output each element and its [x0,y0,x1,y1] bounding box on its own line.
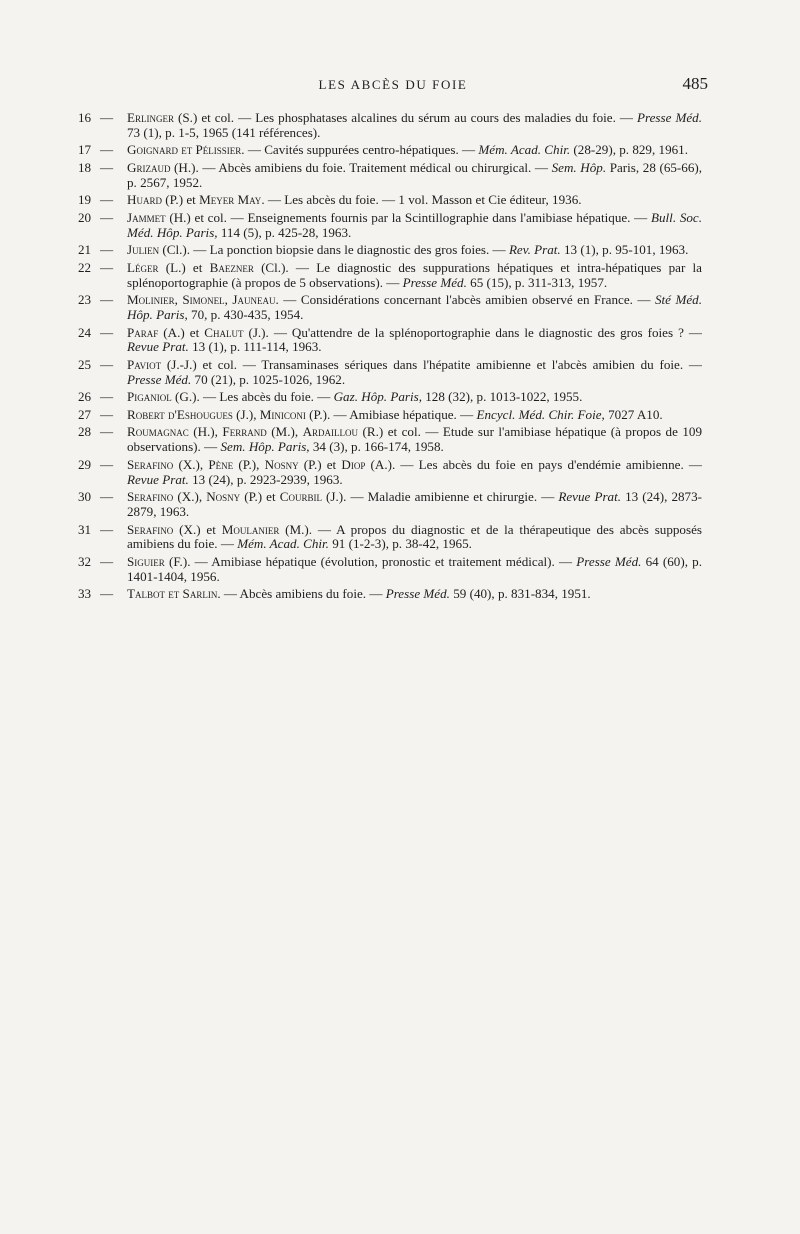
reference-author: Siguier [127,553,165,569]
reference-segment: (A.). — Les abcès du foie en pays d'endémie amibienne. — [365,456,702,472]
reference-segment: 70, p. 430-435, 1954. [187,307,304,323]
reference-segment: (J.). — Maladie amibienne et chirurgie. — [321,489,559,505]
reference-segment: (R.) et col. — Etude sur l'amibiase hépatique (à propos de 109 observations). — [127,424,702,455]
reference-number: 24 [78,324,92,340]
reference-entry [78,111,702,141]
reference-entry [78,390,702,405]
reference-segment: 13 (24), p. 2923-2939, 1963. [188,471,343,487]
reference-number: 21 [78,242,92,258]
reference-text [127,326,702,356]
reference-number: 31 [78,521,92,537]
reference-number: 27 [78,406,92,422]
running-title: LES ABCÈS DU FOIE [318,77,468,92]
reference-dash: — [100,489,114,505]
reference-dash: — [100,389,114,405]
reference-author: Goignard et Pélissier [127,142,242,158]
reference-journal: Bull. Soc. Méd. Hôp. Paris, [127,209,702,240]
reference-journal: Encycl. Méd. Chir. Foie, [476,406,605,422]
reference-dash: — [100,521,114,537]
reference-number: 29 [78,456,92,472]
reference-journal: Mém. Acad. Chir. [237,536,329,552]
reference-journal: Rev. Prat. [508,242,561,258]
reference-number: 23 [78,292,92,308]
reference-author: Nosny [206,489,241,505]
reference-dash: — [100,456,114,472]
reference-segment: (M.). — A propos du diagnostic et de la thérapeutique des abcès supposés amibiens du foie. — [127,521,702,552]
reference-text [127,111,702,141]
reference-segment: (M.), [266,424,303,440]
reference-segment: (F.). — Amibiase hépatique (évolution, pronostic et traitement médical). — [164,553,577,569]
reference-list [78,111,702,605]
reference-segment: (H.). — Abcès amibiens du foie. Traitement médical ou chirurgical. — [170,159,552,175]
reference-journal: Gaz. Hôp. Paris, [333,389,422,405]
reference-dash: — [100,292,114,308]
reference-journal: Presse Méd. [385,586,450,602]
reference-segment: (Cl.). — La ponction biopsie dans le diagnostic des gros foies. — [159,242,509,258]
reference-text [127,143,702,158]
running-head [78,74,708,96]
reference-segment: 128 (32), p. 1013-1022, 1955. [421,389,583,405]
reference-author: Chalut [204,324,244,340]
reference-number: 30 [78,489,92,505]
reference-text [127,358,702,388]
reference-text [127,408,702,423]
reference-dash: — [100,142,114,158]
reference-entry [78,458,702,488]
reference-segment: (P.) et [240,489,280,505]
reference-segment: (P.), [233,456,265,472]
reference-author: Julien [127,242,160,258]
reference-segment: (P.) et [161,192,200,208]
reference-journal: Sté Méd. Hôp. Paris, [127,292,702,323]
reference-author: Courbil [279,489,322,505]
reference-number: 20 [78,209,92,225]
reference-segment: 73 (1), p. 1-5, 1965 (141 références). [127,124,321,140]
reference-number: 28 [78,424,92,440]
reference-number: 22 [78,259,92,275]
reference-author: Serafino [127,521,174,537]
reference-segment: Paris, 28 (65-66), p. 2567, 1952. [127,159,703,190]
reference-segment: . — Les abcès du foie. — 1 vol. Masson et Cie éditeur, 1936. [261,192,582,208]
reference-segment: (L.) et [158,259,210,275]
reference-journal: Presse Méd. [576,553,642,569]
reference-entry [78,211,702,241]
reference-dash: — [100,110,114,125]
reference-dash: — [100,424,114,440]
reference-text [127,261,702,291]
reference-entry [78,555,702,585]
reference-segment: . — Considérations concernant l'abcès amibien observé en France. — [275,292,655,308]
reference-journal: Presse Méd. [127,371,192,387]
reference-author: Paviot [127,356,162,372]
reference-entry [78,293,702,323]
reference-dash: — [100,209,114,225]
reference-segment: 59 (40), p. 831-834, 1951. [449,586,591,602]
reference-author: Ferrand [222,424,267,440]
reference-dash: — [100,259,114,275]
reference-author: Grizaud [127,159,171,175]
reference-author: Jammet [127,209,166,225]
reference-number: 26 [78,389,92,405]
reference-entry [78,143,702,158]
reference-journal: Sem. Hôp. Paris, [220,439,310,455]
reference-journal: Revue Prat. [558,489,621,505]
reference-segment: (X.) et [173,521,222,537]
reference-text [127,161,702,191]
reference-segment: (J.), [232,406,260,422]
reference-author: Diop [341,456,366,472]
reference-author: Serafino [127,489,174,505]
reference-segment: (J.-J.) et col. — Transaminases sériques dans l'hépatite amibienne et l'abcès amibien du foie. — [161,356,702,372]
reference-segment: 13 (1), p. 111-114, 1963. [188,339,322,355]
reference-author: Molinier, Simonel, Jauneau [127,292,276,308]
reference-text [127,390,702,405]
reference-entry [78,193,702,208]
reference-entry [78,358,702,388]
reference-segment: 64 (60), p. 1401-1404, 1956. [127,553,702,584]
reference-dash: — [100,553,114,569]
reference-author: Ardaillou [302,424,359,440]
reference-entry [78,261,702,291]
reference-entry [78,490,702,520]
reference-journal: Revue Prat. [127,339,189,355]
reference-segment: (S.) et col. — Les phosphatases alcalines du sérum au cours des maladies du foie. — [174,110,637,125]
reference-dash: — [100,586,114,602]
reference-author: Miniconi [259,406,306,422]
reference-segment: 13 (1), p. 95-101, 1963. [560,242,689,258]
reference-author: Moulanier [221,521,280,537]
reference-dash: — [100,324,114,340]
reference-segment: 70 (21), p. 1025-1026, 1962. [191,371,346,387]
reference-segment: 13 (24), 2873-2879, 1963. [127,489,702,520]
reference-author: Talbot et Sarlin [127,586,218,602]
reference-author: Roumagnac [127,424,189,440]
reference-segment: 65 (15), p. 311-313, 1957. [466,274,608,290]
page-number: 485 [682,74,708,93]
reference-journal: Mém. Acad. Chir. [478,142,571,158]
reference-segment: (P.) et [298,456,342,472]
reference-author: Serafino [127,456,174,472]
reference-text [127,490,702,520]
reference-dash: — [100,159,114,175]
reference-text [127,458,702,488]
reference-segment: (H.) et col. — Enseignements fournis par la Scintillographie dans l'amibiase hépatique. — [165,209,651,225]
reference-segment: (J.). — Qu'attendre de la splénoportographie dans le diagnostic des gros foies ? — [243,324,702,340]
reference-number: 32 [78,553,92,569]
reference-number: 25 [78,356,92,372]
reference-author: Léger [127,259,159,275]
reference-number: 19 [78,192,92,208]
reference-dash: — [100,356,114,372]
reference-text [127,211,702,241]
reference-segment: (28-29), p. 829, 1961. [570,142,688,158]
reference-segment: (G.). — Les abcès du foie. — [171,389,334,405]
reference-text [127,587,702,602]
reference-entry [78,425,702,455]
reference-segment: 114 (5), p. 425-28, 1963. [217,224,352,240]
reference-segment: 7027 A10. [604,406,663,422]
reference-text [127,293,702,323]
reference-author: Nosny [264,456,299,472]
reference-author: Robert d'Eshougues [127,406,233,422]
reference-segment: . — Cavités suppurées centro-hépatiques. — [241,142,479,158]
reference-journal: Revue Prat. [127,471,189,487]
reference-entry [78,326,702,356]
reference-segment: (Cl.). — Le diagnostic des suppurations hépatiques et intra-hépatiques par la splénoportographie (à propos de 5 observations). — [127,259,702,290]
reference-number: 18 [78,159,92,175]
reference-segment: (P.). — Amibiase hépatique. — [305,406,477,422]
reference-entry [78,161,702,191]
reference-text [127,193,702,208]
reference-segment: (X.), [173,489,207,505]
reference-entry [78,243,702,258]
reference-number: 33 [78,586,92,602]
reference-segment: 91 (1-2-3), p. 38-42, 1965. [328,536,472,552]
reference-segment: . — Abcès amibiens du foie. — [217,586,386,602]
reference-author: Meyer May [199,192,262,208]
reference-number: 17 [78,142,92,158]
reference-journal: Presse Méd. [402,274,467,290]
reference-dash: — [100,406,114,422]
reference-entry [78,523,702,553]
reference-text [127,425,702,455]
reference-dash: — [100,242,114,258]
reference-segment: 34 (3), p. 166-174, 1958. [309,439,444,455]
reference-segment: (A.) et [158,324,205,340]
reference-entry [78,408,702,423]
reference-segment: (H.), [188,424,223,440]
reference-author: Erlinger [127,110,174,125]
reference-text [127,243,702,258]
reference-dash: — [100,192,114,208]
reference-segment: (X.), [173,456,209,472]
reference-journal: Presse Méd. [637,110,702,125]
reference-author: Baezner [209,259,254,275]
reference-text [127,523,702,553]
reference-entry [78,587,702,602]
reference-author: Huard [127,192,162,208]
reference-author: Pène [208,456,234,472]
reference-journal: Sem. Hôp. [551,159,607,175]
reference-author: Paraf [127,324,159,340]
reference-text [127,555,702,585]
reference-author: Piganiol [127,389,172,405]
reference-number: 16 [78,110,92,125]
